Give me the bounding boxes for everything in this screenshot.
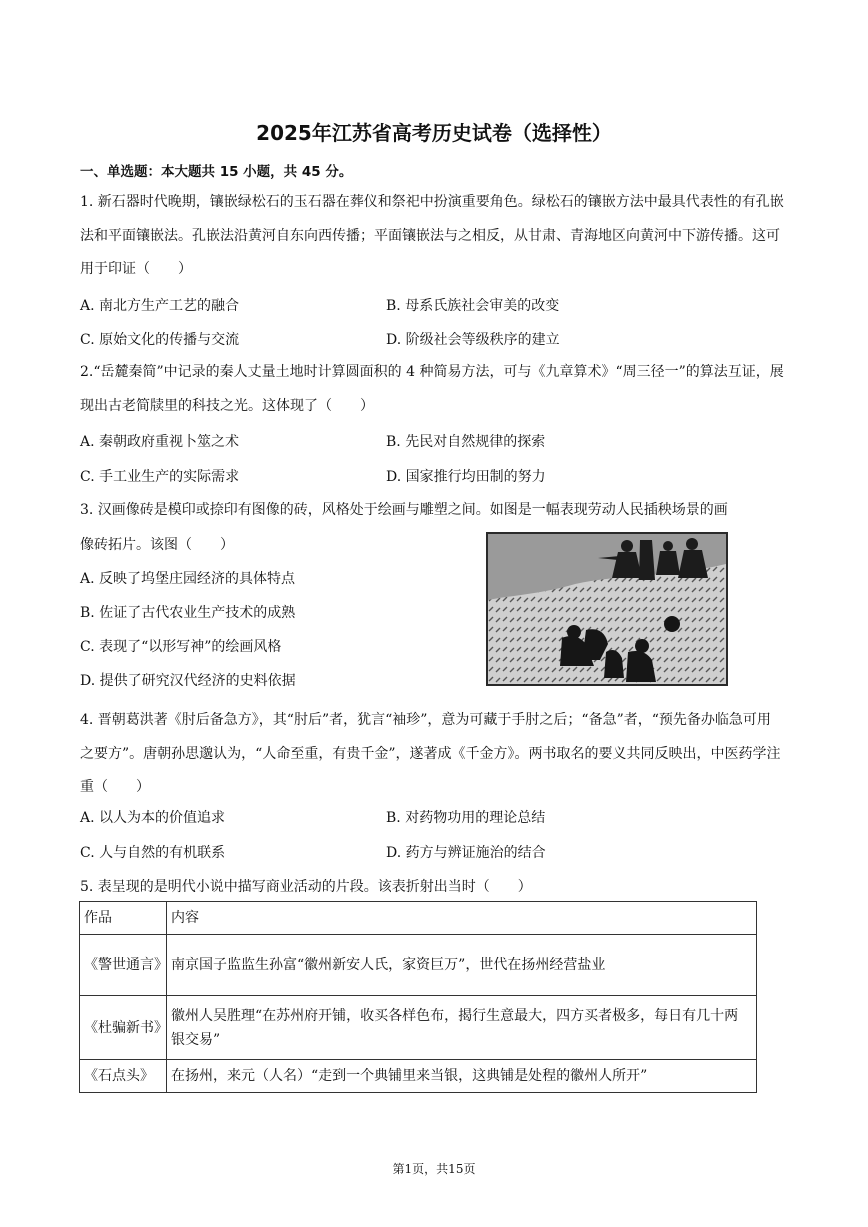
han-brick-rubbing-image: [486, 532, 728, 686]
q3-option-b: B. 佐证了古代农业生产技术的成熟: [80, 605, 296, 621]
table-cell-content: 徽州人吴胜理“在苏州府开铺，收买各样色布，揭行生意最大，四方买者极多，每日有几十两银交易”: [167, 996, 757, 1060]
q4-option-d: D. 药方与辨证施治的结合: [386, 845, 546, 861]
table-cell-content: 南京国子监监生孙富“徽州新安人氏，家资巨万”，世代在扬州经营盐业: [167, 935, 757, 996]
merchant-table: [79, 901, 757, 1093]
page-footer: 第1页，共15页: [392, 1162, 476, 1176]
question-2-stem: 2.“岳麓秦简”中记录的秦人丈量土地时计算圆面积的 4 种简易方法，可与《九章算术》“周三径一”的算法互证，展现出古老简牍里的科技之光。这体现了（ ）: [80, 364, 784, 414]
q2-option-c: C. 手工业生产的实际需求: [80, 469, 240, 485]
table-row: [80, 1060, 757, 1093]
question-1-stem: 1. 新石器时代晚期，镶嵌绿松石的玉石器在葬仪和祭祀中扮演重要角色。绿松石的镶嵌方法中最具代表性的有孔嵌法和平面镶嵌法。孔嵌法沿黄河自东向西传播；平面镶嵌法与之相反，从甘肃、青海地区向黄河中下游传播。这可用于印证（ ）: [80, 194, 784, 277]
question-5-stem: 5. 表呈现的是明代小说中描写商业活动的片段。该表折射出当时（ ）: [80, 879, 532, 895]
question-3-stem-line2: 像砖拓片。该图（ ）: [80, 537, 234, 553]
table-row: [80, 996, 757, 1060]
q2-option-d: D. 国家推行均田制的努力: [386, 469, 546, 485]
question-4-stem: 4. 晋朝葛洪著《肘后备急方》，其“肘后”者，犹言“袖珍”，意为可藏于手肘之后；“备急”者，“预先备办临急可用之要方”。唐朝孙思邈认为，“人命至重，有贵千金”，遂著成《千金方》。两书取名的要义共同反映出，中医药学注重（ ）: [80, 712, 781, 795]
q3-option-c: C. 表现了“以形写神”的绘画风格: [80, 639, 282, 655]
q2-option-b: B. 先民对自然规律的探索: [386, 434, 546, 450]
q4-option-c: C. 人与自然的有机联系: [80, 845, 226, 861]
table-cell-work: 《警世通言》: [80, 935, 167, 996]
q2-option-a: A. 秦朝政府重视卜筮之术: [80, 434, 240, 450]
table-cell-work: 《杜骗新书》: [80, 996, 167, 1060]
q4-option-b: B. 对药物功用的理论总结: [386, 810, 546, 826]
q1-option-a: A. 南北方生产工艺的融合: [80, 298, 240, 314]
table-header-row: [80, 902, 757, 935]
q1-option-b: B. 母系氏族社会审美的改变: [386, 298, 560, 314]
q1-option-c: C. 原始文化的传播与交流: [80, 332, 240, 348]
table-cell-work: 《石点头》: [80, 1060, 167, 1093]
q3-option-a: A. 反映了坞堡庄园经济的具体特点: [80, 571, 296, 587]
section-heading: 一、单选题：本大题共 15 小题，共 45 分。: [80, 164, 353, 180]
exam-title: 2025年江苏省高考历史试卷（选择性）: [256, 121, 612, 145]
table-header-content: 内容: [167, 902, 757, 935]
q1-option-d: D. 阶级社会等级秩序的建立: [386, 332, 560, 348]
q3-option-d: D. 提供了研究汉代经济的史料依据: [80, 673, 296, 689]
table-row: [80, 935, 757, 996]
question-3-stem-line1: 3. 汉画像砖是模印或捺印有图像的砖，风格处于绘画与雕塑之间。如图是一幅表现劳动人民插秧场景的画: [80, 502, 728, 518]
table-cell-content: 在扬州，来元（人名）“走到一个典铺里来当银，这典铺是处程的徽州人所开”: [167, 1060, 757, 1093]
q4-option-a: A. 以人为本的价值追求: [80, 810, 226, 826]
table-header-work: 作品: [80, 902, 167, 935]
